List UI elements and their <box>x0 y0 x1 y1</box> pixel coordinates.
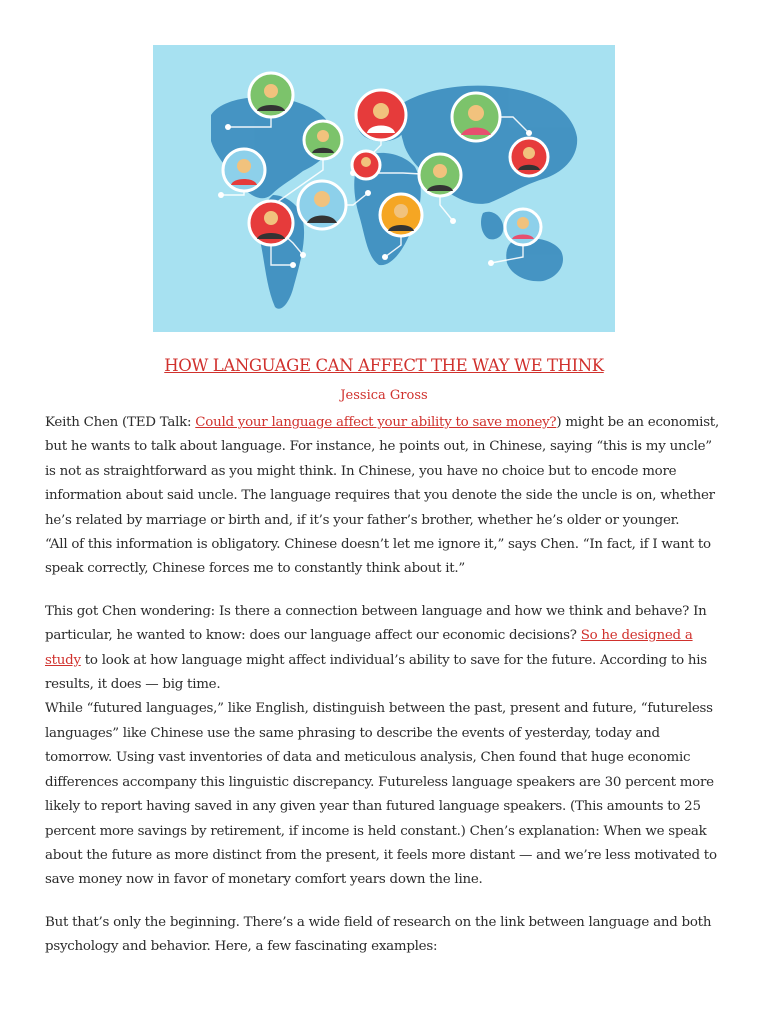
paragraph-intro-start: Keith Chen (TED Talk: <box>45 415 196 430</box>
paragraph-examples-intro: But that’s only the beginning. There’s a wide field of research on the link between language and both psychology and behavior. Here, a few fascinating examples: <box>45 914 712 955</box>
paragraph-study-end: to look at how language might affect individual’s ability to save for the future. According to his results, it does — big time. <box>45 652 707 693</box>
hero-illustration <box>153 45 615 332</box>
paragraph-intro-end: ) might be an economist, but he wants to talk about language. For instance, he points out, in Chinese, saying “this is my uncle” is not as straightforward as you might think. In Chinese, you have no choice but to encode more information about said uncle. The language requires that you denote the side the uncle is on, whether he’s related by marriage or birth and, if it’s your father’s brother, whether he’s older or younger. <box>45 415 719 528</box>
paragraph-quote: “All of this information is obligatory. Chinese doesn’t let me ignore it,” says Chen. “In fact, if I want to speak correctly, Chinese forces me to constantly think about it.” <box>45 537 711 577</box>
world-map-network-icon <box>153 45 615 332</box>
article-title: HOW LANGUAGE CAN AFFECT THE WAY WE THINK <box>164 356 604 375</box>
article-body <box>45 411 725 960</box>
paragraph-study-start: This got Chen wondering: Is there a connection between language and how we think and behave? In particular, he wanted to know: does our language affect our economic decisions? <box>45 603 707 644</box>
study-link[interactable]: So he designed a study <box>45 628 693 668</box>
paragraph-futured-languages: While “futured languages,” like English, distinguish between the past, present and future, “futureless languages” like Chinese use the same phrasing to describe the events of yesterday, today and tomorrow. Using vast inventories of data and meticulous analysis, Chen found that huge economic differences accompany this linguistic discrepancy. Futureless language speakers are 30 percent more likely to report having saved in any given year than futured language speakers. (This amounts to 25 percent more savings by retirement, if income is held constant.) Chen’s explanation: When we speak about the future as more distinct from the present, it feels more distant — and we’re less motivated to save money now in favor of monetary comfort years down the line. <box>45 701 717 888</box>
paragraph-study <box>45 600 725 698</box>
paragraph-intro <box>45 411 725 533</box>
article-author: Jessica Gross <box>340 388 428 403</box>
ted-talk-link[interactable]: Could your language affect your ability to save money? <box>195 415 557 430</box>
